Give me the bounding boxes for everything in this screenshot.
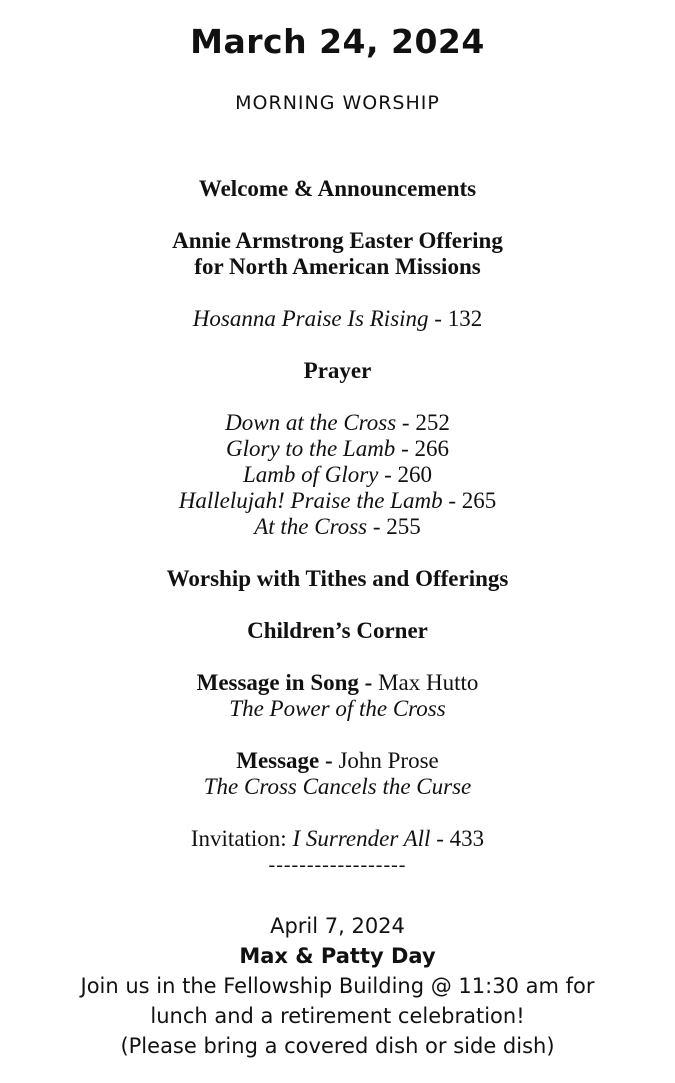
message-in-song-item: Message in Song - Max Hutto <box>196 670 479 695</box>
hymn-number: - 252 <box>396 410 450 435</box>
invitation-title: I Surrender All <box>292 826 431 851</box>
service-title: MORNING WORSHIP <box>235 92 440 114</box>
hymn-title: Hosanna Praise Is Rising <box>192 306 429 331</box>
order-of-worship <box>0 176 675 852</box>
hymn-title: Hallelujah! Praise the Lamb <box>178 488 443 513</box>
message-in-song-label: Message in Song <box>196 670 359 695</box>
hymn-number: - 266 <box>395 436 449 461</box>
hymn-number: - 260 <box>378 462 433 487</box>
message-in-song-title: The Power of the Cross <box>229 696 446 721</box>
hymn-item <box>0 410 675 436</box>
invitation-item <box>0 826 675 852</box>
welcome-item: Welcome & Announcements <box>198 176 477 201</box>
divider: ------------------ <box>268 854 407 876</box>
hymn-title: Glory to the Lamb <box>226 436 396 461</box>
service-date: March 24, 2024 <box>190 22 485 61</box>
announcement-line: lunch and a retirement celebration! <box>150 1004 525 1028</box>
tithes-item: Worship with Tithes and Offerings <box>166 566 509 591</box>
message-person: John Prose <box>338 748 439 773</box>
announcement-line: (Please bring a covered dish or side dish) <box>120 1034 555 1058</box>
offering-item-line1: Annie Armstrong Easter Offering <box>172 228 503 253</box>
hymn-item <box>0 488 675 514</box>
announcement-date: April 7, 2024 <box>270 914 405 938</box>
invitation-label: Invitation: <box>190 826 293 851</box>
hymn-title: Lamb of Glory <box>242 462 379 487</box>
invitation-number: - 433 <box>430 826 485 851</box>
announcement-line: Join us in the Fellowship Building @ 11:30 am for <box>80 974 595 998</box>
prayer-item: Prayer <box>303 358 372 383</box>
hymn-title: Down at the Cross <box>225 410 397 435</box>
hymn-item <box>0 436 675 462</box>
message-in-song-person: Max Hutto <box>378 670 479 695</box>
hymn-item <box>0 306 675 332</box>
offering-item-line2: for North American Missions <box>194 254 481 279</box>
hymn-item <box>0 462 675 488</box>
hymn-title: At the Cross <box>254 514 368 539</box>
message-label: Message <box>236 748 320 773</box>
childrens-corner-item: Children’s Corner <box>247 618 428 643</box>
hymn-number: - 255 <box>367 514 421 539</box>
announcement <box>0 911 675 1061</box>
hymn-number: - 132 <box>428 306 483 331</box>
message-title: The Cross Cancels the Curse <box>203 774 472 799</box>
message-item: Message - John Prose <box>236 748 439 773</box>
hymn-number: - 265 <box>442 488 497 513</box>
announcement-event: Max & Patty Day <box>239 944 436 968</box>
hymn-item <box>0 514 675 540</box>
